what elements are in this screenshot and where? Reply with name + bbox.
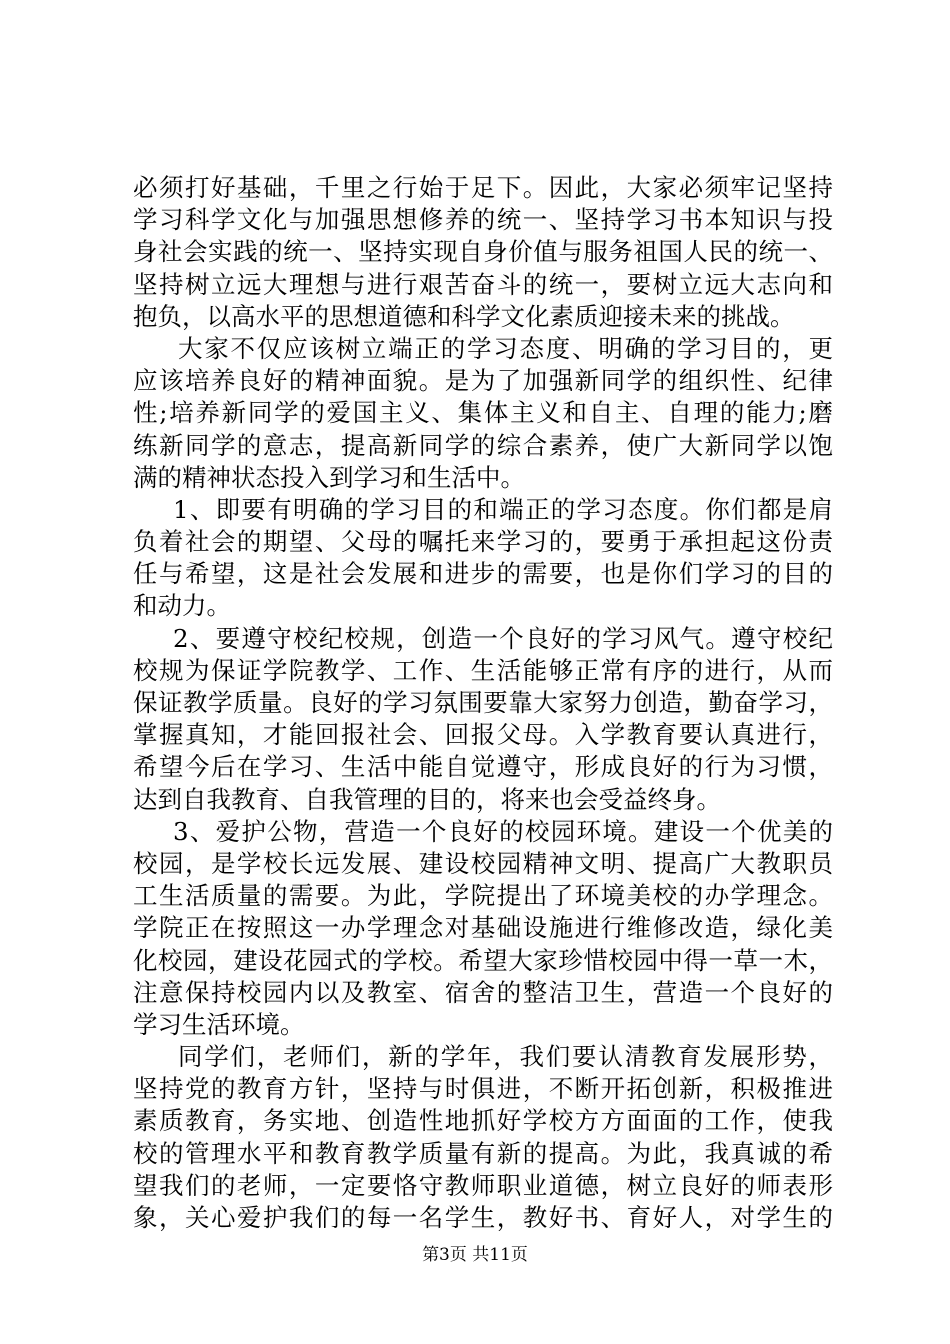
- text-line: 应该培养良好的精神面貌。是为了加强新同学的组织性、纪律: [133, 366, 833, 396]
- text-line: 校规为保证学院教学、工作、生活能够正常有序的进行，从而: [133, 655, 833, 685]
- page-number-footer: 第3页 共11页: [422, 1245, 528, 1265]
- text-line: 达到自我教育、自我管理的目的，将来也会受益终身。: [133, 784, 721, 814]
- text-line: 学院正在按照这一办学理念对基础设施进行维修改造，绿化美: [133, 913, 833, 943]
- text-line: 学习生活环境。: [133, 1009, 305, 1039]
- text-line: 校的管理水平和教育教学质量有新的提高。为此，我真诚的希: [133, 1138, 833, 1168]
- text-line: 坚持党的教育方针，坚持与时俱进，不断开拓创新，积极推进: [133, 1074, 833, 1104]
- text-line: 大家不仅应该树立端正的学习态度、明确的学习目的，更: [178, 333, 833, 363]
- text-line: 注意保持校园内以及教室、宿舍的整洁卫生，营造一个良好的: [133, 977, 833, 1007]
- text-line: 希望今后在学习、生活中能自觉遵守，形成良好的行为习惯，: [133, 752, 833, 782]
- text-line: 掌握真知，才能回报社会、回报父母。入学教育要认真进行，: [133, 720, 833, 750]
- text-line: 性;培养新同学的爱国主义、集体主义和自主、自理的能力;磨: [133, 398, 833, 428]
- text-line: 素质教育，务实地、创造性地抓好学校方方面面的工作，使我: [133, 1106, 833, 1136]
- text-line: 同学们，老师们，新的学年，我们要认清教育发展形势，: [178, 1042, 833, 1072]
- text-line: 学习科学文化与加强思想修养的统一、坚持学习书本知识与投: [133, 205, 833, 235]
- text-line: 练新同学的意志，提高新同学的综合素养，使广大新同学以饱: [133, 430, 833, 460]
- text-line: 和动力。: [133, 591, 231, 621]
- text-line: 望我们的老师，一定要恪守教师职业道德，树立良好的师表形: [133, 1170, 833, 1200]
- text-line: 1、即要有明确的学习目的和端正的学习态度。你们都是肩: [173, 494, 833, 524]
- text-line: 化校园，建设花园式的学校。希望大家珍惜校园中得一草一木，: [133, 945, 833, 975]
- text-line: 坚持树立远大理想与进行艰苦奋斗的统一，要树立远大志向和: [133, 269, 833, 299]
- text-line: 满的精神状态投入到学习和生活中。: [133, 462, 525, 492]
- text-line: 工生活质量的需要。为此，学院提出了环境美校的办学理念。: [133, 881, 833, 911]
- text-line: 3、爱护公物，营造一个良好的校园环境。建设一个优美的: [173, 816, 833, 846]
- text-line: 必须打好基础，千里之行始于足下。因此，大家必须牢记坚持: [133, 173, 833, 202]
- body-text: [133, 172, 833, 1234]
- text-line: 负着社会的期望、父母的嘱托来学习的，要勇于承担起这份责: [133, 527, 833, 557]
- text-line: 任与希望，这是社会发展和进步的需要，也是你们学习的目的: [133, 559, 833, 589]
- text-line: 象，关心爱护我们的每一名学生，教好书、育好人，对学生的: [133, 1203, 833, 1232]
- text-line: 2、要遵守校纪校规，创造一个良好的学习风气。遵守校纪: [173, 623, 833, 653]
- text-line: 身社会实践的统一、坚持实现自身价值与服务祖国人民的统一、: [133, 237, 833, 267]
- text-line: 校园，是学校长远发展、建设校园精神文明、提高广大教职员: [133, 848, 833, 878]
- text-line: 保证教学质量。良好的学习氛围要靠大家努力创造，勤奋学习，: [133, 688, 833, 717]
- text-line: 抱负，以高水平的思想道德和科学文化素质迎接未来的挑战。: [133, 301, 795, 331]
